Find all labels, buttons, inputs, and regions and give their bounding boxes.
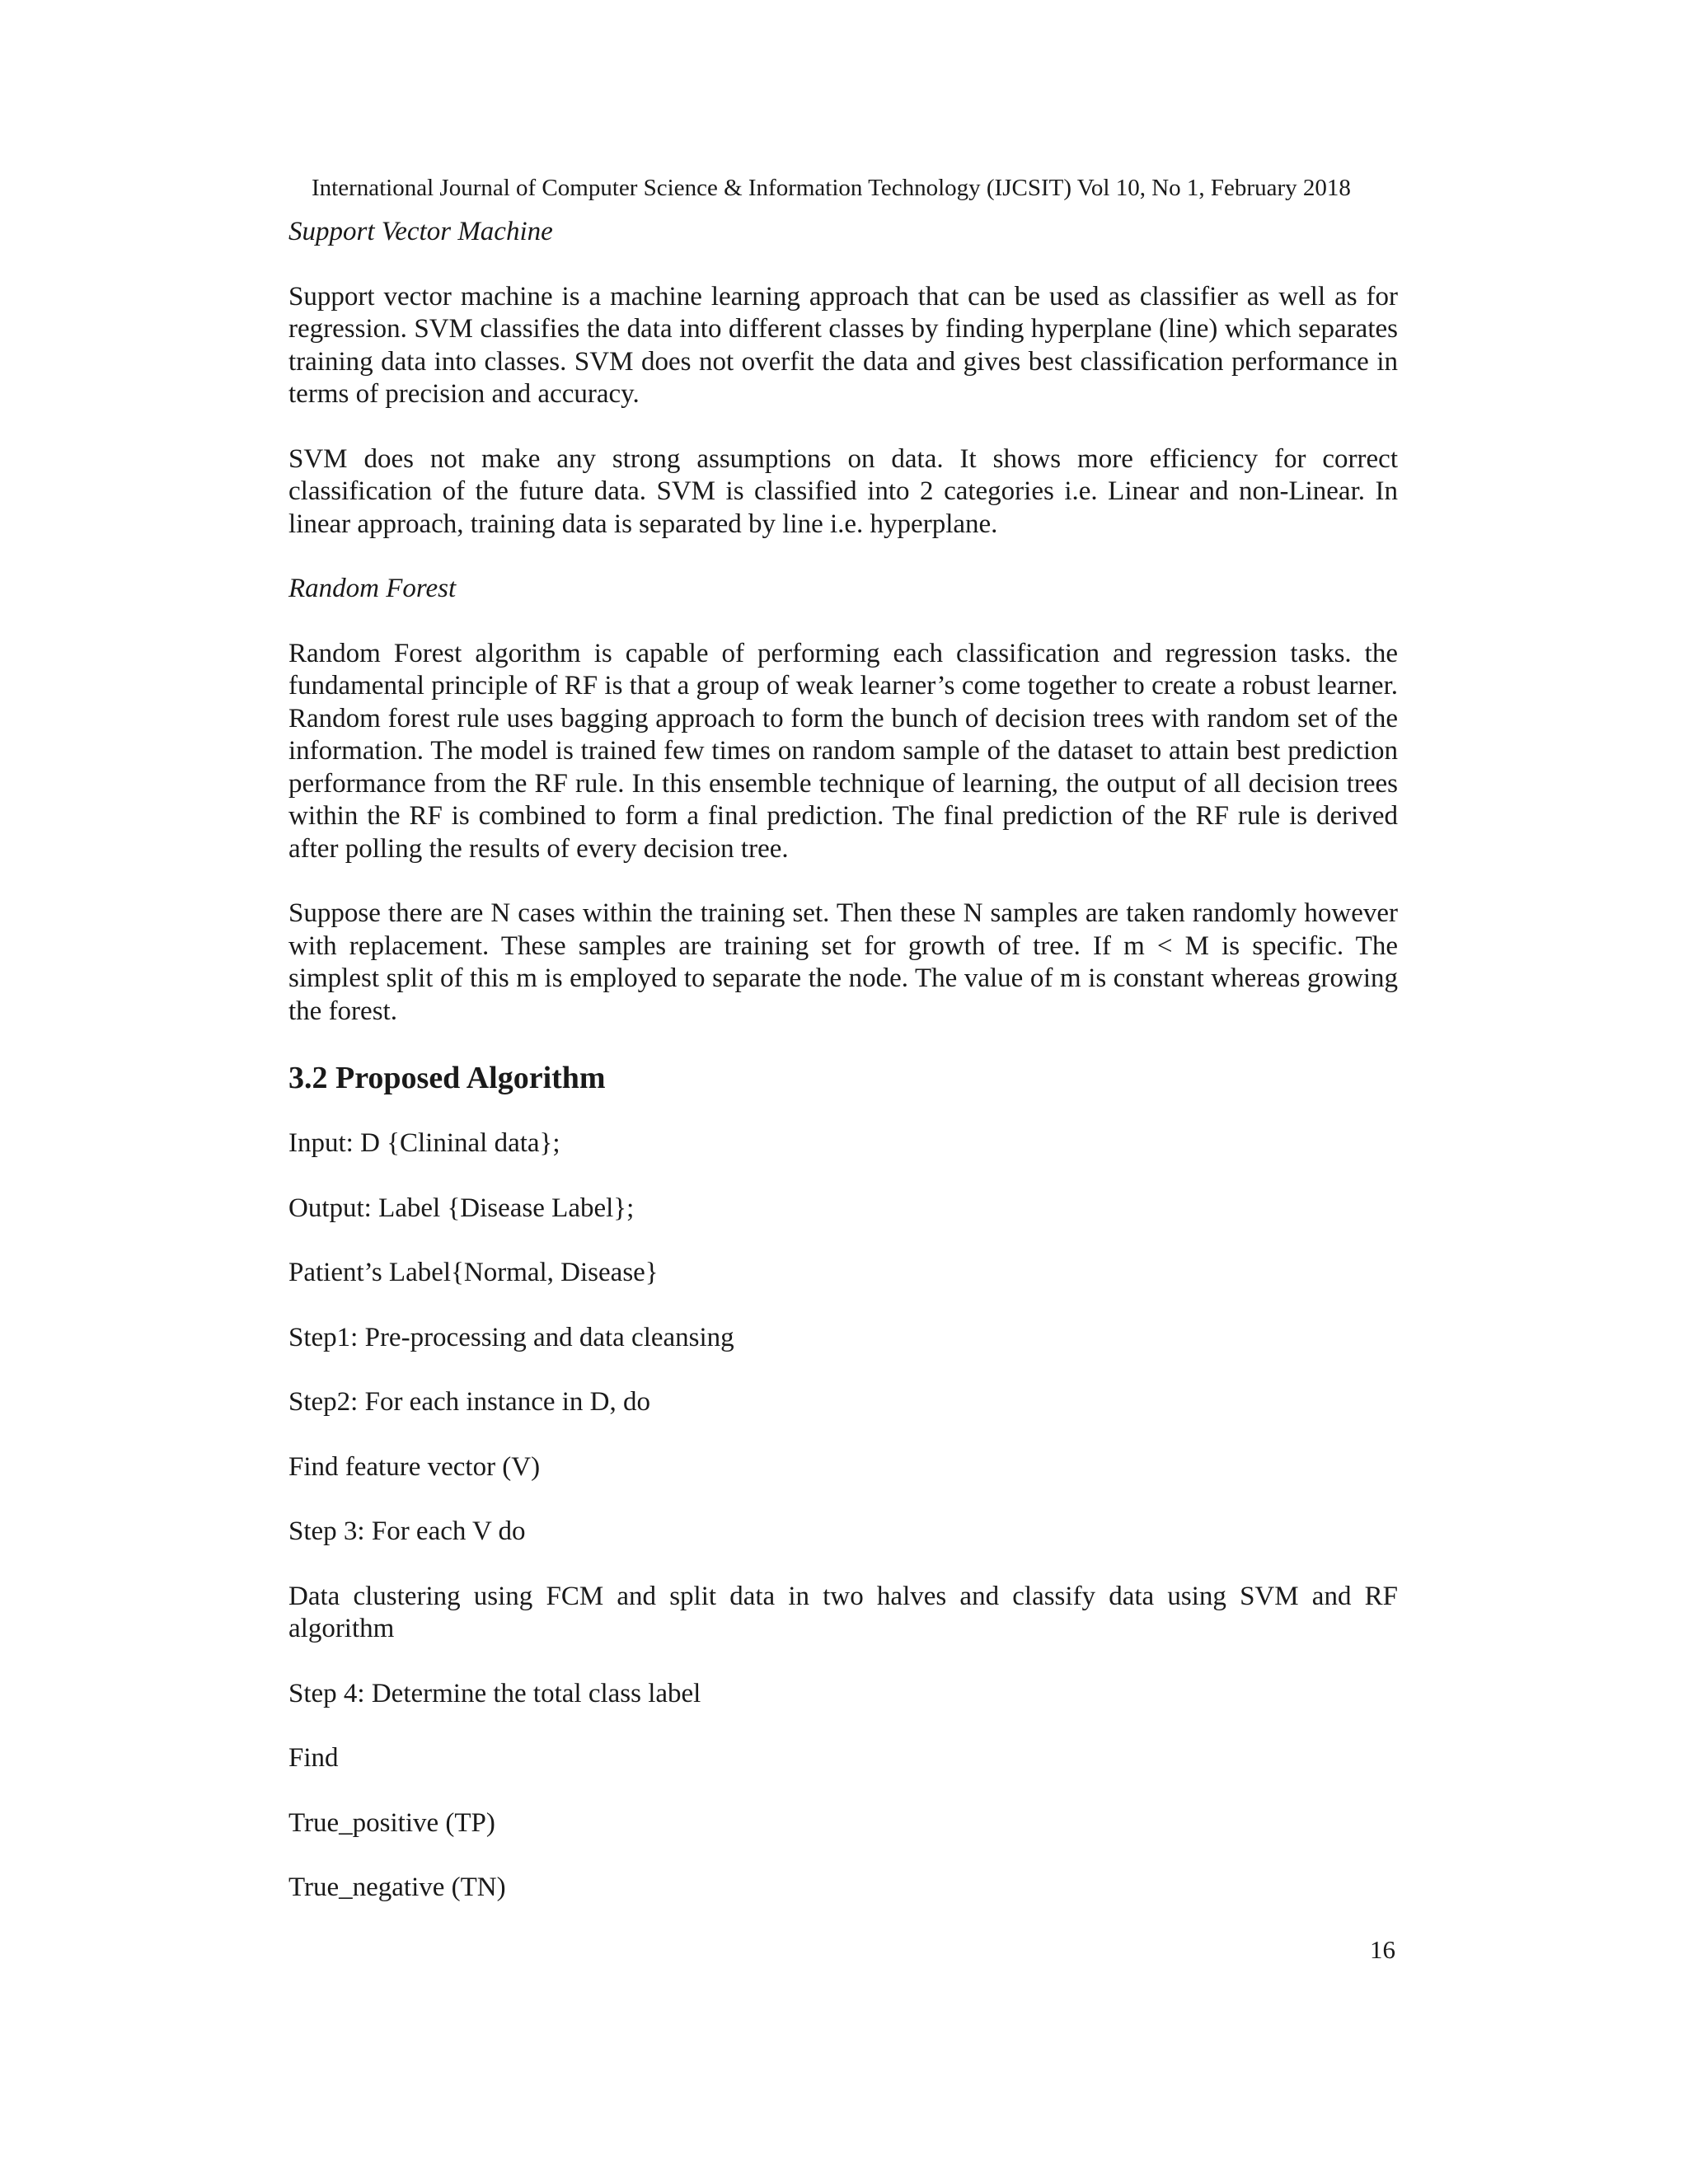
rf-paragraph-1: Random Forest algorithm is capable of performing each classification and regression tasks. the fundamental principle of RF is that a group of weak learner’s come together to create a robust learner. Random forest rule uses bagging approach to form the bunch of decision trees with random set of the information. The model is trained few times on random sample of the dataset to attain best prediction performance from the RF rule. In this ensemble technique of learning, the output of all decision trees within the RF is combined to form a final prediction. The final prediction of the RF rule is derived after polling the results of every decision tree. [288, 638, 1398, 864]
page-body [288, 216, 1398, 1937]
algorithm-clustering: Data clustering using FCM and split data in two halves and classify data using SVM and RF algorithm [288, 1581, 1398, 1643]
algorithm-step-4: Step 4: Determine the total class label [288, 1678, 701, 1708]
algorithm-feature-vector: Find feature vector (V) [288, 1451, 541, 1482]
algorithm-step-1: Step1: Pre-processing and data cleansing [288, 1322, 734, 1352]
algorithm-input: Input: D {Clininal data}; [288, 1128, 560, 1158]
algorithm-find: Find [288, 1743, 339, 1773]
algorithm-step-2: Step2: For each instance in D, do [288, 1387, 650, 1417]
svm-paragraph-1: Support vector machine is a machine learning approach that can be used as classifier as well as for regression. SVM classifies the data into different classes by finding hyperplane (line) which separates training data into classes. SVM does not overfit the data and gives best classification performance in terms of precision and accuracy. [288, 281, 1398, 409]
algorithm-output: Output: Label {Disease Label}; [288, 1193, 635, 1223]
section-title: 3.2 Proposed Algorithm [288, 1061, 606, 1095]
svm-heading: Support Vector Machine [288, 217, 553, 246]
algorithm-patient-label: Patient’s Label{Normal, Disease} [288, 1258, 659, 1287]
algorithm-true-negative: True_negative (TN) [288, 1872, 506, 1902]
algorithm-step-3: Step 3: For each V do [288, 1516, 526, 1546]
svm-paragraph-2: SVM does not make any strong assumptions on data. It shows more efficiency for correct classification of the future data. SVM is classified into 2 categories i.e. Linear and non-Linear. In linear approach, training data is separated by line i.e. hyperplane. [288, 443, 1398, 539]
algorithm-true-positive: True_positive (TP) [288, 1807, 495, 1838]
rf-heading: Random Forest [288, 574, 457, 603]
journal-header: International Journal of Computer Science & Information Technology (IJCSIT) Vol 10, No 1, February 2018 [312, 175, 1351, 201]
rf-paragraph-2: Suppose there are N cases within the training set. Then these N samples are taken randomly however with replacement. These samples are training set for growth of tree. If m < M is specific. The simplest split of this m is employed to separate the node. The value of m is constant whereas growing the forest. [288, 898, 1398, 1026]
page-number: 16 [1370, 1935, 1395, 1964]
